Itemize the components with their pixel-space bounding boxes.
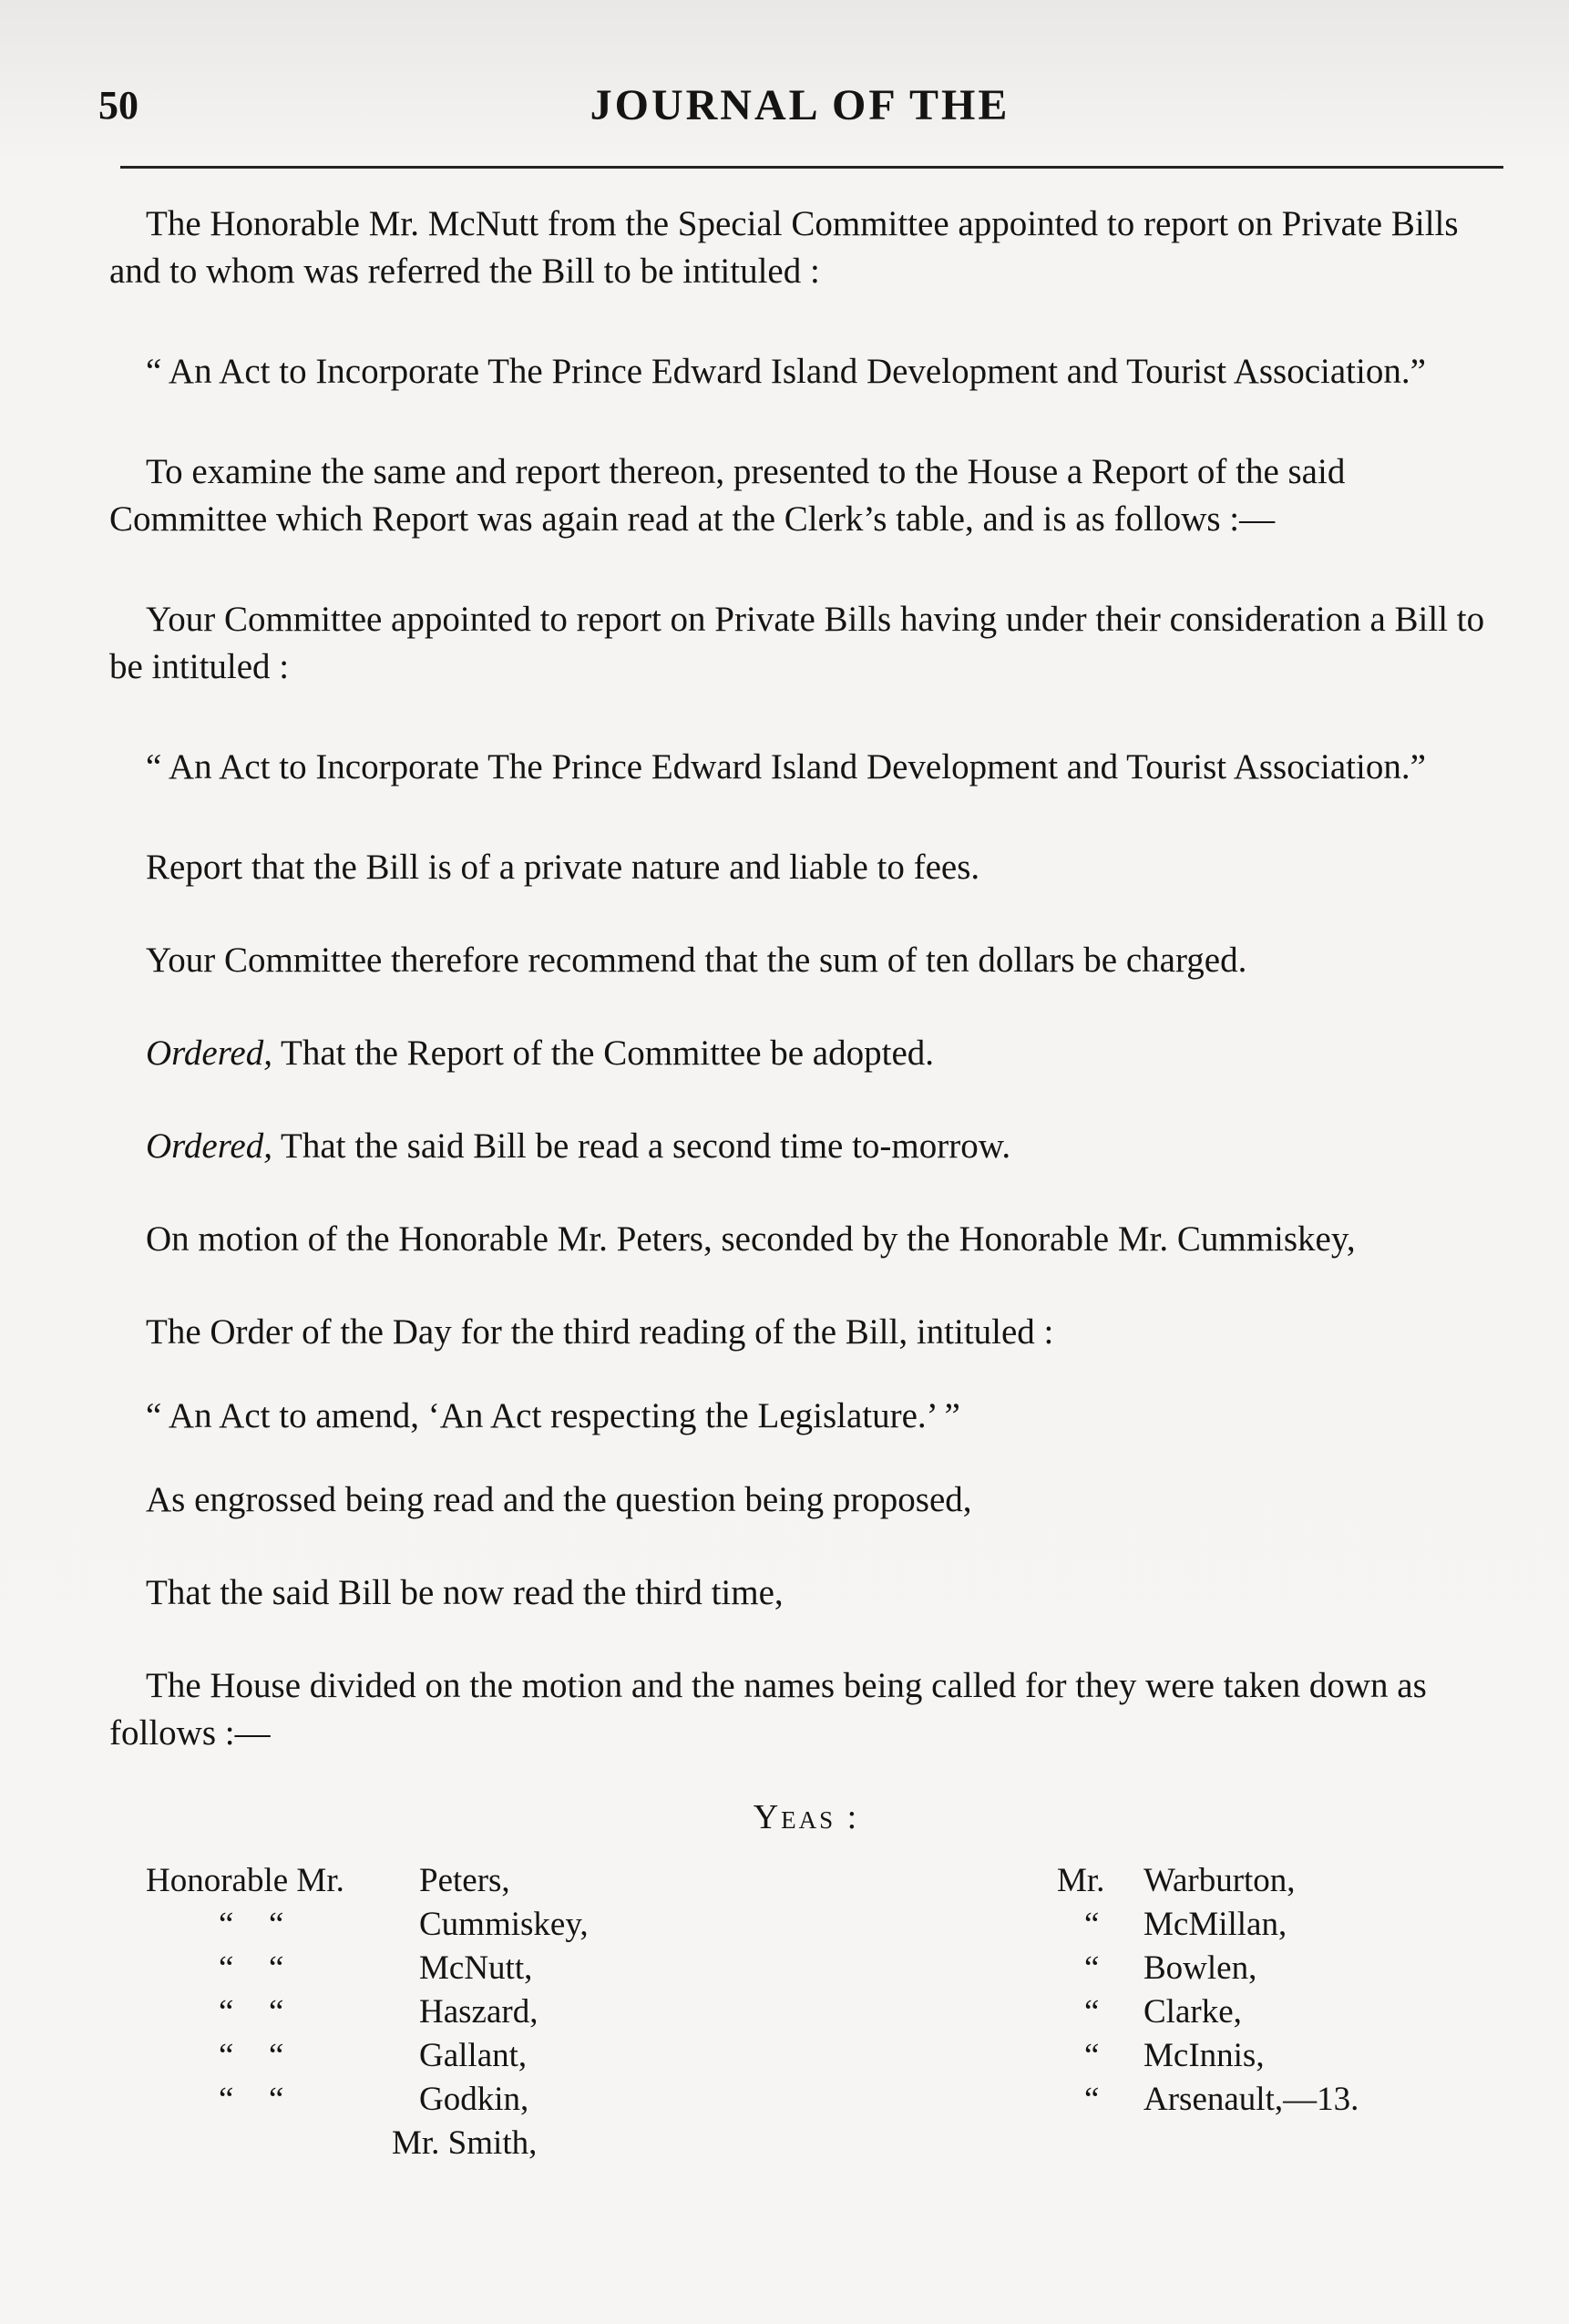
yeas-heading: Yeas :: [753, 1798, 860, 1836]
yeas-left-column: [146, 1859, 589, 2165]
ditto-mark: “: [219, 1906, 234, 1943]
list-item: [1057, 2034, 1359, 2078]
member-name: Mr. Smith,: [392, 2124, 538, 2162]
page-header: [98, 75, 1502, 148]
list-item: [146, 1903, 589, 1947]
order-text: That the Report of the Committee be adopted.: [272, 1033, 935, 1073]
member-name: Peters,: [419, 1862, 510, 1899]
list-item: [1057, 2078, 1359, 2122]
page-title: JOURNAL OF THE: [590, 81, 1010, 129]
ordered-label: Ordered,: [146, 1126, 272, 1166]
paragraph-your-committee: Your Committee appointed to report on Private Bills having under their consideration a Bill to be intituled :: [109, 600, 1485, 686]
journal-body: [109, 201, 1503, 2169]
ditto-mark: “: [269, 1949, 284, 1987]
ditto-mark: “: [1084, 2037, 1100, 2074]
ditto-mark: “: [269, 1993, 284, 2031]
ditto-mark: “: [269, 1906, 284, 1943]
member-name: McInnis,: [1143, 2037, 1265, 2074]
list-item: [146, 2034, 589, 2078]
paragraph-engrossed: As engrossed being read and the question being proposed,: [146, 1480, 972, 1519]
ditto-mark: “: [1084, 1949, 1100, 1987]
honorific: Honorable Mr.: [146, 1862, 344, 1899]
member-name: Godkin,: [419, 2081, 529, 2118]
ditto-mark: “: [1084, 1993, 1100, 2031]
order-adopted: [109, 1030, 1503, 1077]
bill-title-quote-2: “ An Act to Incorporate The Prince Edward Island Development and Tourist Association.”: [146, 747, 1426, 787]
ordered-label: Ordered,: [146, 1033, 272, 1073]
ditto-mark: “: [269, 2081, 284, 2118]
member-name: Arsenault,—13.: [1143, 2081, 1359, 2118]
paragraph-private-nature: Report that the Bill is of a private nature and liable to fees.: [146, 848, 980, 887]
paragraph-committee-report: The Honorable Mr. McNutt from the Special Committee appointed to report on Private Bills and to whom was referred the Bill to be intituled :: [109, 204, 1459, 291]
member-name: McNutt,: [419, 1949, 533, 1987]
list-item: [1057, 1947, 1359, 1990]
paragraph-recommend-fee: Your Committee therefore recommend that the sum of ten dollars be charged.: [146, 941, 1247, 980]
member-name: Haszard,: [419, 1993, 538, 2031]
order-second-reading: [109, 1123, 1503, 1170]
list-item: [146, 1947, 589, 1990]
yeas-list: [109, 1859, 1503, 2169]
bill-title-quote: “ An Act to Incorporate The Prince Edward Island Development and Tourist Association.”: [146, 352, 1426, 391]
ditto-mark: “: [219, 2037, 234, 2074]
member-name: Bowlen,: [1143, 1949, 1257, 1987]
list-item: [1057, 1990, 1359, 2034]
header-rule: [120, 166, 1503, 169]
member-name: McMillan,: [1143, 1906, 1287, 1943]
yeas-right-column: [1057, 1859, 1359, 2122]
member-name: Gallant,: [419, 2037, 528, 2074]
paragraph-third-time: That the said Bill be now read the third time,: [146, 1573, 784, 1612]
list-item: [1057, 1903, 1359, 1947]
member-name: Warburton,: [1143, 1862, 1296, 1899]
paragraph-order-of-day: The Order of the Day for the third reading of the Bill, intituled :: [146, 1312, 1054, 1352]
member-name: Clarke,: [1143, 1993, 1242, 2031]
list-item: [146, 2078, 589, 2122]
page-number: 50: [98, 83, 138, 128]
ditto-mark: “: [1084, 1906, 1100, 1943]
list-item: [1057, 1859, 1359, 1903]
paragraph-examine: To examine the same and report thereon, presented to the House a Report of the said Committee which Report was again read at the Clerk’s table, and is as follows :—: [109, 452, 1346, 539]
ditto-mark: “: [219, 1993, 234, 2031]
list-item: [146, 1990, 589, 2034]
ditto-mark: “: [1084, 2081, 1100, 2118]
ditto-mark: “: [269, 2037, 284, 2074]
ditto-mark: “: [219, 1949, 234, 1987]
paragraph-motion: On motion of the Honorable Mr. Peters, seconded by the Honorable Mr. Cummiskey,: [146, 1219, 1356, 1259]
list-item: [146, 1859, 589, 1903]
member-name: Cummiskey,: [419, 1906, 589, 1943]
ditto-mark: “: [219, 2081, 234, 2118]
order-text: That the said Bill be read a second time to-morrow.: [272, 1126, 1011, 1166]
paragraph-house-divided: The House divided on the motion and the names being called for they were taken down as follows :—: [109, 1666, 1427, 1753]
bill-title-quote-3: “ An Act to amend, ‘An Act respecting the Legislature.’ ”: [146, 1396, 960, 1435]
list-item: [146, 2122, 589, 2165]
honorific: Mr.: [1057, 1862, 1105, 1899]
